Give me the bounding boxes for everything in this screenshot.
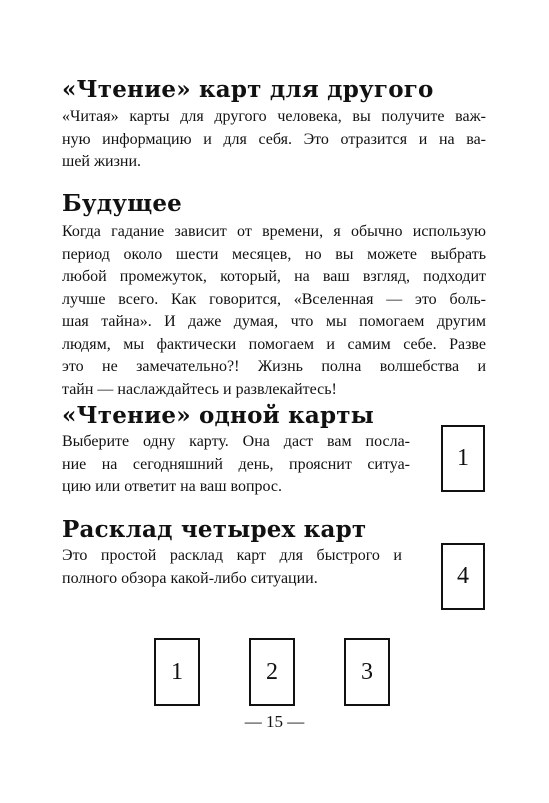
text-line: тайн — наслаждайтесь и развлекайтесь!	[62, 380, 337, 398]
card-1-spread: 1	[154, 638, 200, 706]
section-heading-reading-for-other: «Чтение» карт для другого	[62, 76, 434, 103]
section-heading-single-card: «Чтение» одной карты	[62, 402, 374, 429]
card-4-spread: 4	[441, 543, 485, 610]
section-text-reading-for-other	[62, 106, 486, 174]
text-line: Когда гадание зависит от времени, я обычно использую	[62, 223, 486, 240]
text-line: полного обзора какой-либо ситуации.	[62, 569, 318, 587]
section-heading-future: Будущее	[62, 190, 182, 217]
text-line: лучше всего. Как говорится, «Вселенная — это боль-	[62, 290, 486, 308]
section-heading-four-card-spread: Расклад четырех карт	[62, 516, 367, 543]
text-line: шей жизни.	[62, 153, 142, 170]
text-line: шая тайна». И даже думая, что мы помогаем другим	[62, 313, 486, 330]
text-line: любой промежуток, который, на ваш взгляд, подходит	[62, 268, 486, 285]
card-3-spread: 3	[344, 638, 390, 706]
card-2-spread: 2	[249, 638, 295, 706]
text-line: это не замечательно?! Жизнь полна волшебства и	[62, 358, 486, 375]
text-line: цию или ответит на ваш вопрос.	[62, 478, 283, 495]
text-line: период около шести месяцев, но вы можете выбрать	[62, 245, 486, 263]
text-line: ние на сегодняшний день, прояснит ситуа-	[62, 455, 410, 473]
section-text-future	[62, 221, 486, 401]
text-line: Это простой расклад карт для быстрого и	[62, 547, 402, 564]
text-line: «Читая» карты для другого человека, вы получите важ-	[62, 108, 486, 125]
text-line: людям, мы фактически помогаем и самим себе. Разве	[62, 335, 486, 353]
section-text-four-card-spread	[62, 545, 402, 590]
text-line: ную информацию и для себя. Это отразится и на ва-	[62, 130, 486, 148]
text-line: Выберите одну карту. Она даст вам посла-	[62, 433, 410, 450]
page-number: — 15 —	[244, 712, 305, 731]
section-text-single-card	[62, 431, 410, 499]
card-1-single: 1	[441, 425, 485, 492]
